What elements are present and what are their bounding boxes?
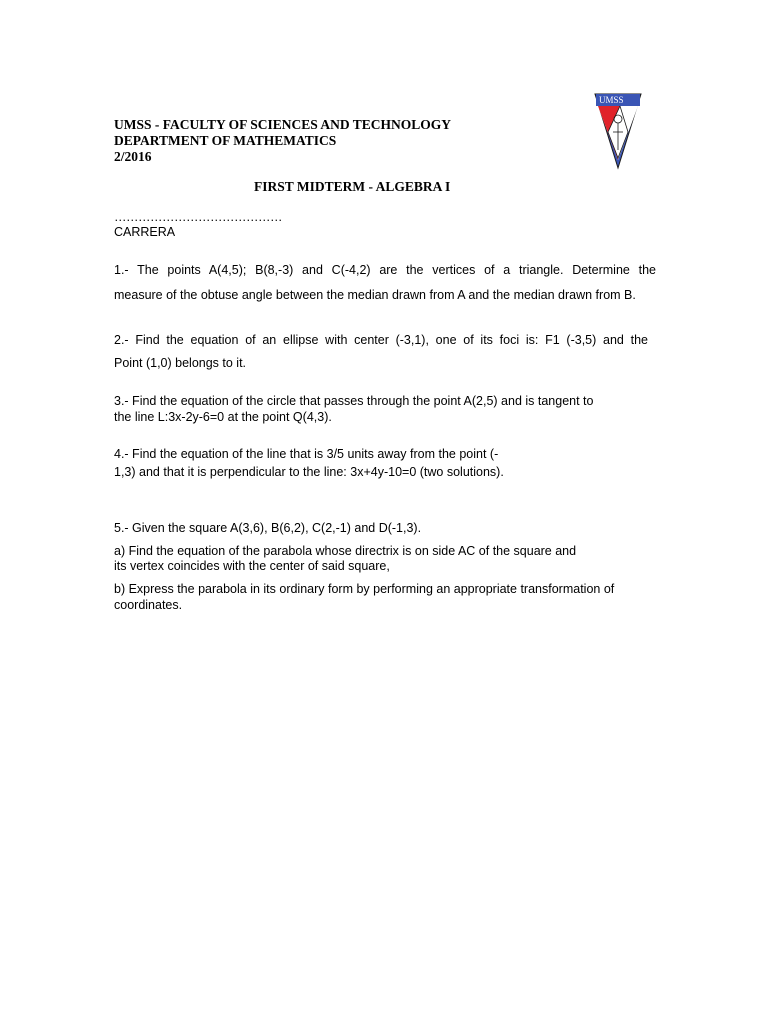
question-3-line-2: the line L:3x-2y-6=0 at the point Q(4,3). (114, 410, 332, 424)
question-5b-line-1: b) Express the parabola in its ordinary form by performing an appropriate transformation of (114, 582, 615, 596)
question-5b-line-2: coordinates. (114, 598, 183, 612)
question-4-line-1: 4.- Find the equation of the line that is 3/5 units away from the point (- (114, 447, 499, 461)
institution-name: UMSS - FACULTY OF SCIENCES AND TECHNOLOGY (114, 117, 452, 132)
question-4-line-2: 1,3) and that it is perpendicular to the line: 3x+4y-10=0 (two solutions). (114, 465, 504, 479)
question-5-line-1: 5.- Given the square A(3,6), B(6,2), C(2,-1) and D(-1,3). (114, 521, 422, 535)
dotted-name-line: …………………………………… (114, 210, 282, 224)
question-2-line-1: 2.- Find the equation of an ellipse with center (-3,1), one of its foci is: F1 (-3,5) and the (114, 333, 648, 347)
question-5a-line-2: its vertex coincides with the center of said square, (114, 559, 390, 573)
career-label: CARRERA (114, 225, 176, 239)
question-1-line-2: measure of the obtuse angle between the median drawn from A and the median drawn from B. (114, 288, 636, 302)
semester: 2/2016 (114, 149, 152, 164)
exam-title: FIRST MIDTERM - ALGEBRA I (254, 179, 451, 194)
question-3-line-1: 3.- Find the equation of the circle that passes through the point A(2,5) and is tangent to (114, 394, 594, 408)
department-name: DEPARTMENT OF MATHEMATICS (114, 133, 337, 148)
question-2-line-2: Point (1,0) belongs to it. (114, 356, 247, 370)
question-1-line-1: 1.- The points A(4,5); B(8,-3) and C(-4,2) are the vertices of a triangle. Determine the (114, 263, 656, 277)
question-5a-line-1: a) Find the equation of the parabola whose directrix is on side AC of the square and (114, 544, 577, 558)
umss-logo-icon (594, 92, 642, 170)
logo-text: UMSS (599, 95, 624, 105)
